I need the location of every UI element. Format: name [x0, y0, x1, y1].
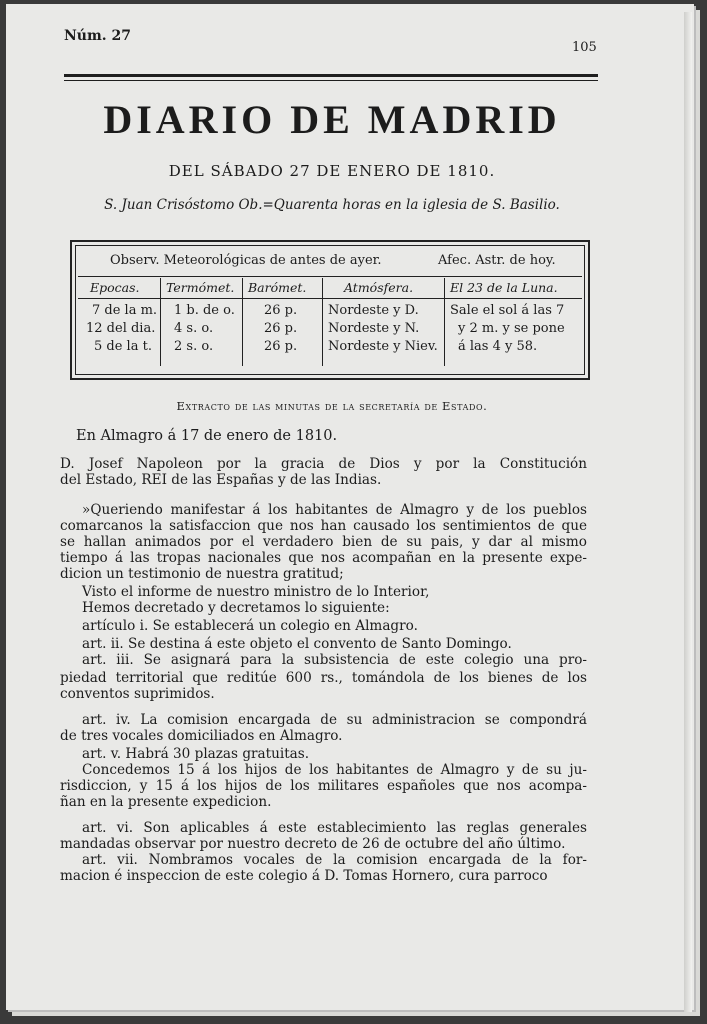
article-line: piedad territorial que reditúe 600 rs., tomándola de los bienes de los: [60, 670, 587, 686]
article-line: art. vii. Nombramos vocales de la comision encargada de la for-: [82, 852, 587, 868]
weather-table: [70, 240, 590, 380]
header-rule-thick: [64, 74, 598, 77]
article-heading: Extracto de las minutas de la secretaría de Estado.: [176, 399, 488, 413]
col-divider: [444, 278, 445, 366]
article-line: de tres vocales domiciliados en Almagro.: [60, 728, 343, 744]
weather-title: Observ. Meteorológicas de antes de ayer.: [110, 253, 382, 268]
astro-line-3: á las 4 y 58.: [458, 339, 538, 354]
row2-atmosfera: Nordeste y N.: [328, 321, 420, 336]
astro-title: Afec. Astr. de hoy.: [438, 253, 556, 268]
row2-termometro: 4 s. o.: [174, 321, 214, 336]
row1-atmosfera: Nordeste y D.: [328, 303, 419, 318]
article-line: comarcanos la satisfaccion que nos han causado los sentimientos de que: [60, 518, 587, 534]
col-header-barometro: Barómet.: [248, 280, 307, 295]
header-rule-thin: [64, 80, 598, 81]
issue-number: Núm. 27: [64, 28, 132, 44]
article-line: dicion un testimonio de nuestra gratitud;: [60, 566, 344, 582]
article-line: art. vi. Son aplicables á este establecimiento las reglas generales: [82, 820, 587, 836]
article-line: art. iv. La comision encargada de su administracion se compondrá: [82, 712, 587, 728]
article-line: »Queriendo manifestar á los habitantes de Almagro y de los pueblos: [82, 502, 587, 518]
astro-line-1: Sale el sol á las 7: [450, 303, 565, 318]
article-line: ñan en la presente expedicion.: [60, 794, 272, 810]
col-header-atmosfera: Atmósfera.: [344, 280, 414, 295]
saints-line: S. Juan Crisóstomo Ob.=Quarenta horas en la iglesia de S. Basilio.: [104, 197, 560, 213]
masthead-title: DIARIO DE MADRID: [103, 97, 561, 142]
row1-termometro: 1 b. de o.: [174, 303, 235, 318]
article-line: artículo i. Se establecerá un colegio en Almagro.: [82, 618, 418, 634]
article-line: D. Josef Napoleon por la gracia de Dios y por la Constitución: [60, 456, 587, 472]
article-line: Visto el informe de nuestro ministro de lo Interior,: [82, 584, 430, 600]
article-line: art. ii. Se destina á este objeto el convento de Santo Domingo.: [82, 636, 512, 652]
article-line: risdiccion, y 15 á los hijos de los militares españoles que nos acompa-: [60, 778, 587, 794]
col-header-epocas: Epocas.: [90, 280, 140, 295]
row3-termometro: 2 s. o.: [174, 339, 214, 354]
article-line: mandadas observar por nuestro decreto de 26 de octubre del año último.: [60, 836, 566, 852]
article-line: Hemos decretado y decretamos lo siguiente:: [82, 600, 390, 616]
article-line: art. v. Habrá 30 plazas gratuitas.: [82, 746, 310, 762]
issue-date: DEL SÁBADO 27 DE ENERO DE 1810.: [168, 162, 496, 180]
article-line: Concedemos 15 á los hijos de los habitantes de Almagro y de su ju-: [82, 762, 587, 778]
col-header-luna: El 23 de la Luna.: [450, 280, 558, 295]
article-line: conventos suprimidos.: [60, 686, 215, 702]
col-divider: [322, 278, 323, 366]
row2-barometro: 26 p.: [264, 321, 298, 336]
row1-epoca: 7 de la m.: [92, 303, 158, 318]
astro-line-2: y 2 m. y se pone: [458, 321, 565, 336]
col-divider: [242, 278, 243, 366]
row3-barometro: 26 p.: [264, 339, 298, 354]
table-rule: [78, 298, 582, 299]
article-line: art. iii. Se asignará para la subsistencia de este colegio una pro-: [82, 652, 587, 668]
page-number: 105: [572, 40, 597, 55]
article-line: se hallan animados por el verdadero bien de su pais, y dar al mismo: [60, 534, 587, 550]
col-divider: [160, 278, 161, 366]
article-line: del Estado, REI de las Españas y de las Indias.: [60, 472, 382, 488]
row3-epoca: 5 de la t.: [94, 339, 152, 354]
row1-barometro: 26 p.: [264, 303, 298, 318]
article-line: tiempo á las tropas nacionales que nos acompañan en la presente expe-: [60, 550, 587, 566]
table-rule: [78, 276, 582, 277]
article-place-date: En Almagro á 17 de enero de 1810.: [76, 428, 338, 444]
row3-atmosfera: Nordeste y Niev.: [328, 339, 438, 354]
page-edge: [684, 12, 692, 1012]
row2-epoca: 12 del dia.: [86, 321, 156, 336]
newspaper-page: [6, 4, 694, 1010]
col-header-termometro: Termómet.: [166, 280, 235, 295]
article-line: macion é inspeccion de este colegio á D. Tomas Hornero, cura parroco: [60, 868, 548, 884]
